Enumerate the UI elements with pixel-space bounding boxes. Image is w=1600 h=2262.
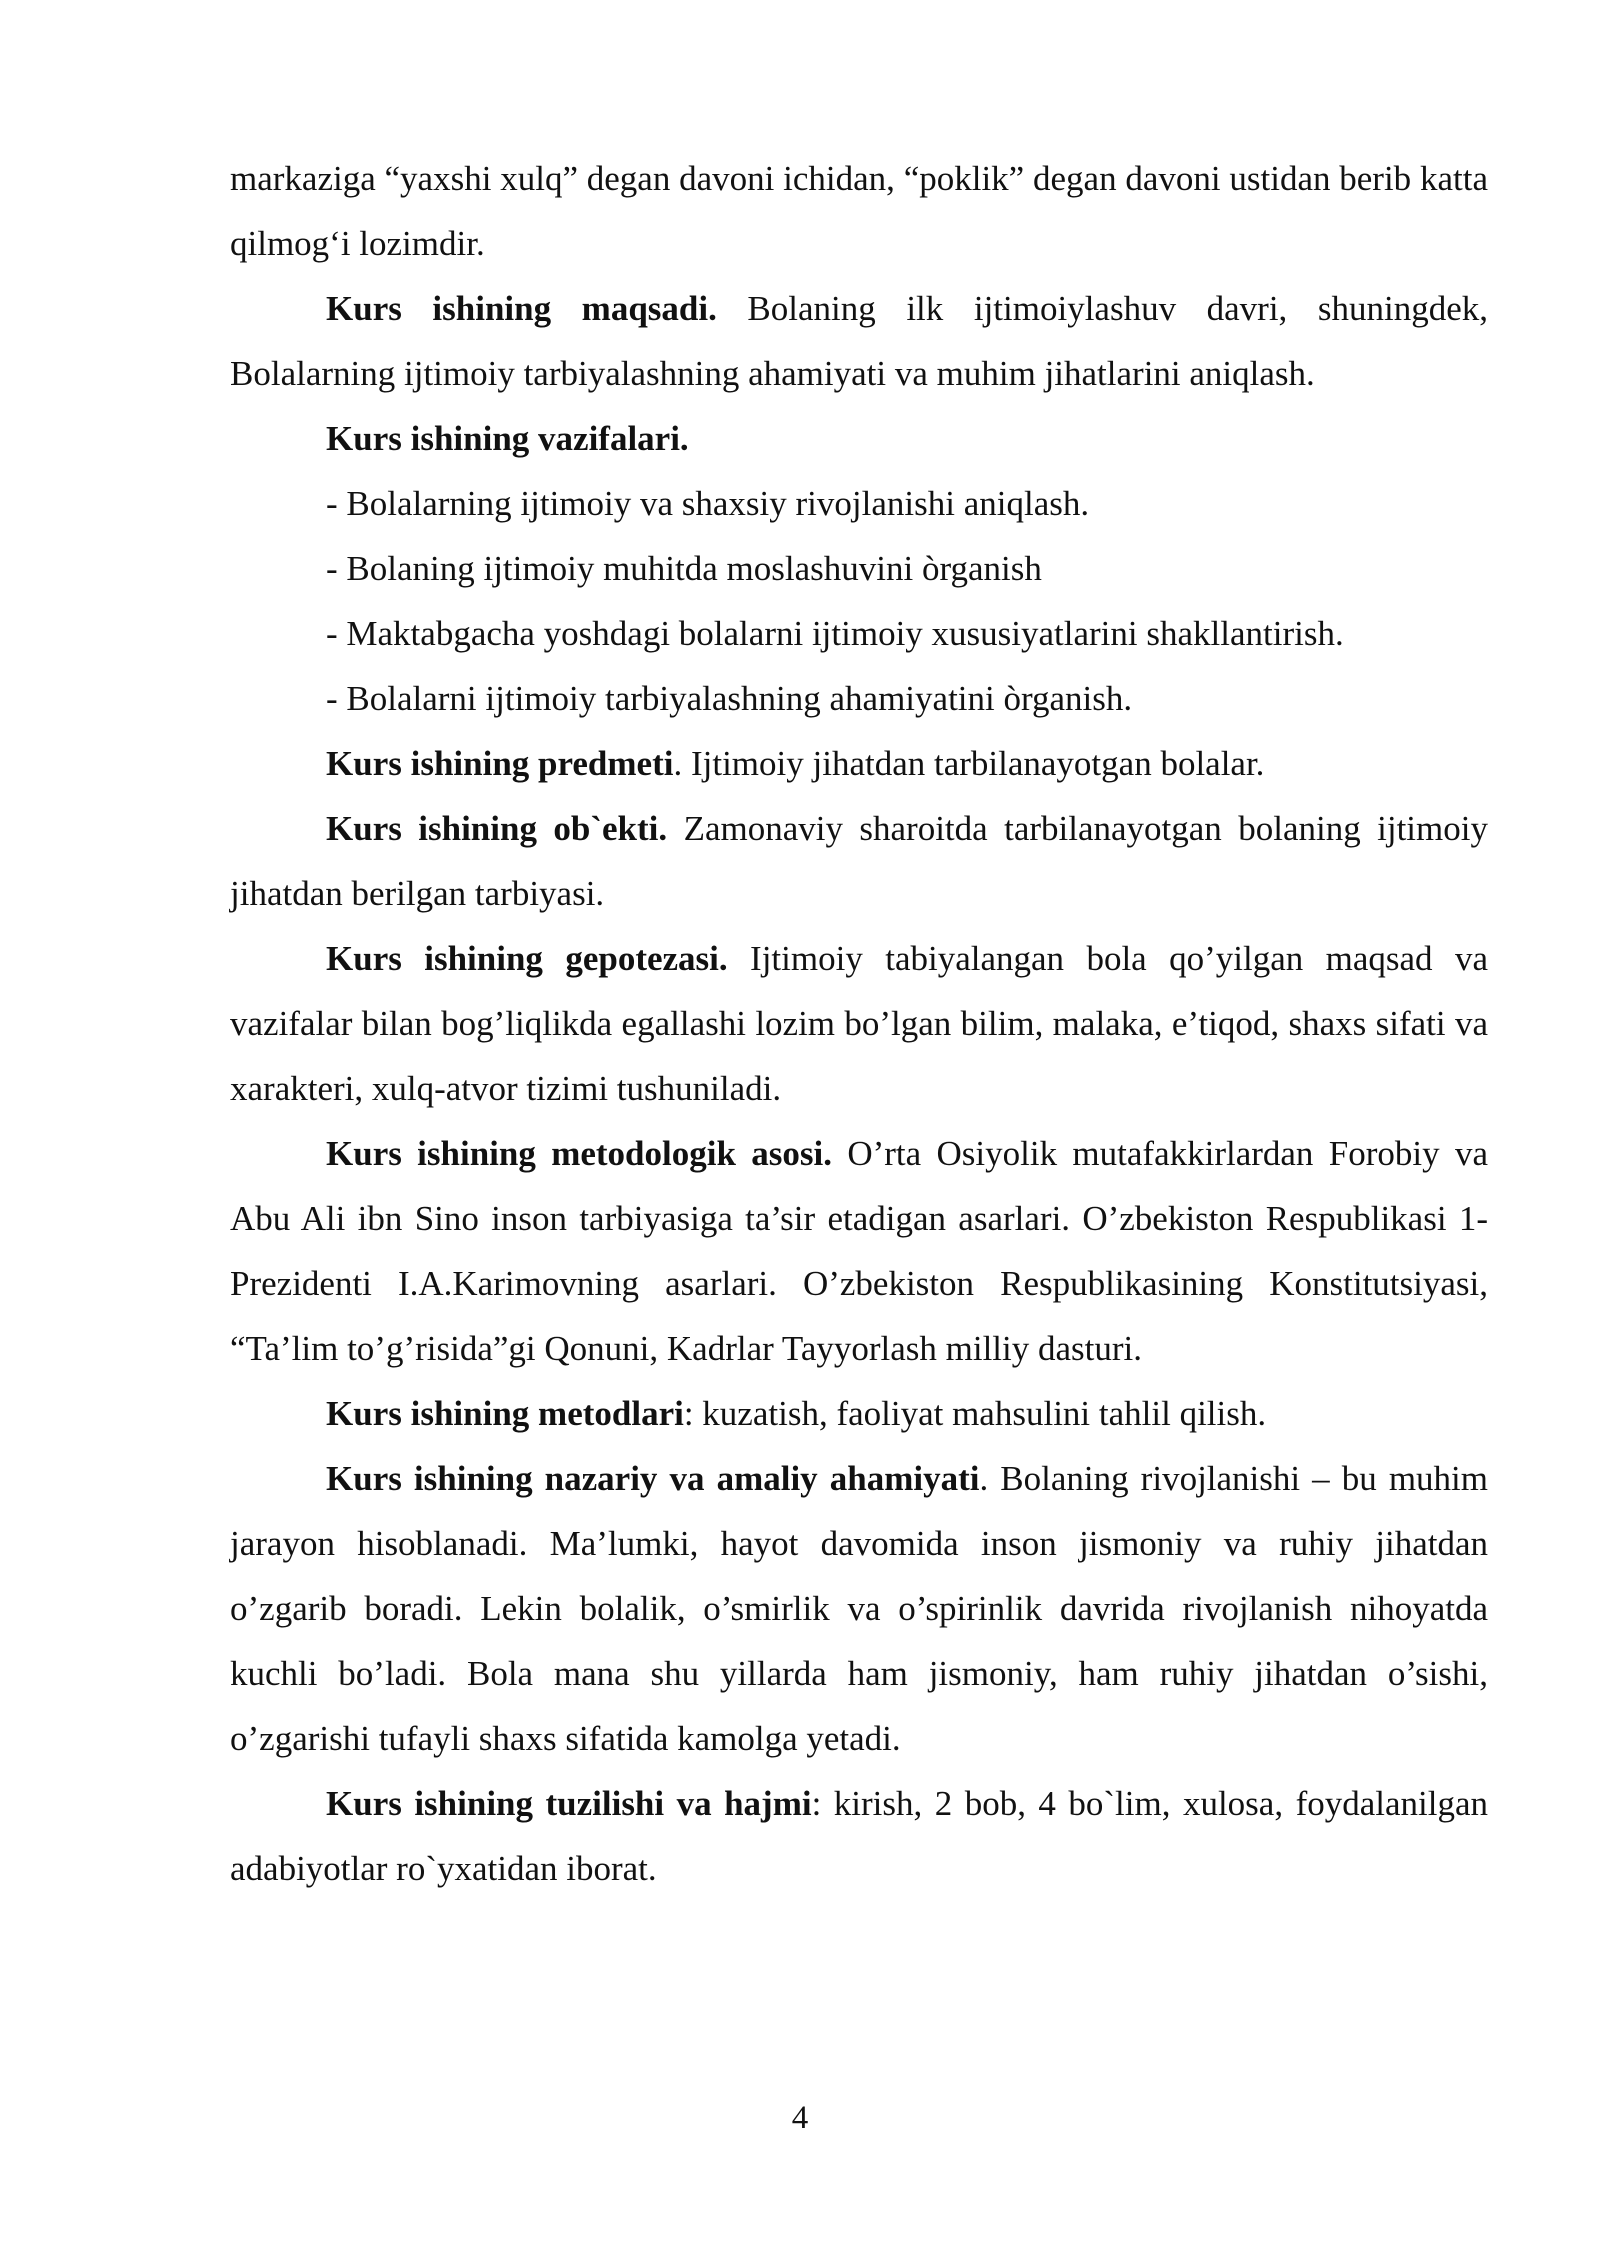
object-paragraph xyxy=(230,796,1488,926)
paragraph-text: Ijtimoiy tabiyalangan bola qo’yilgan maqsad va vazifalar bilan bog’liqlikda egallashi lozim bo’lgan bilim, malaka, e’tiqod, shaxs sifati va xarakteri, xulq-atvor tizimi tushuniladi. xyxy=(230,939,1488,1108)
task-list-item xyxy=(230,536,1488,601)
list-item-text: - Bolaning ijtimoiy muhitda moslashuvini òrganish xyxy=(326,549,1042,588)
list-item-text: - Bolalarni ijtimoiy tarbiyalashning ahamiyatini òrganish. xyxy=(326,679,1133,718)
paragraph-text: Bolaning ilk ijtimoiylashuv davri, shuningdek, Bolalarning ijtimoiy tarbiyalashning ahamiyati va muhim jihatlarini aniqlash. xyxy=(230,289,1488,393)
paragraph-text: O’rta Osiyolik mutafakkirlardan Forobiy va Abu Ali ibn Sino inson tarbiyasiga ta’sir etadigan asarlari. O’zbekiston Respublikasi 1-Prezidenti I.A.Karimovning asarlari. O’zbekiston Respublikasining Konstitutsiyasi, “Ta’lim to’g’risida”gi Qonuni, Kadrlar Tayyorlash milliy dasturi. xyxy=(230,1134,1488,1368)
task-list-item xyxy=(230,471,1488,536)
structure-paragraph xyxy=(230,1771,1488,1901)
goal-paragraph xyxy=(230,276,1488,406)
paragraph-text: Zamonaviy sharoitda tarbilanayotgan bolaning ijtimoiy jihatdan berilgan tarbiyasi. xyxy=(230,809,1488,913)
methods-paragraph xyxy=(230,1381,1488,1446)
hypothesis-paragraph xyxy=(230,926,1488,1121)
paragraph-heading: Kurs ishining vazifalari. xyxy=(326,419,689,458)
paragraph-text: : kuzatish, faoliyat mahsulini tahlil qilish. xyxy=(683,1394,1267,1433)
intro-paragraph xyxy=(230,146,1488,276)
paragraph-text: . Bolaning rivojlanishi – bu muhim jarayon hisoblanadi. Ma’lumki, hayot davomida inson jismoniy va ruhiy jihatdan o’zgarib boradi. Lekin bolalik, o’smirlik va o’spirinlik davrida rivojlanish nihoyatda kuchli bo’ladi. Bola mana shu yillarda ham jismoniy, ham ruhiy jihatdan o’sishi, o’zgarishi tufayli shaxs sifatida kamolga yetadi. xyxy=(230,1459,1488,1758)
subject-paragraph xyxy=(230,731,1488,796)
paragraph-text: . Ijtimoiy jihatdan tarbilanayotgan bolalar. xyxy=(673,744,1265,783)
paragraph-heading: Kurs ishining predmeti xyxy=(326,744,674,783)
significance-paragraph xyxy=(230,1446,1488,1771)
paragraph-heading: Kurs ishining metodlari xyxy=(326,1394,684,1433)
list-item-text: - Maktabgacha yoshdagi bolalarni ijtimoiy xususiyatlarini shakllantirish. xyxy=(326,614,1344,653)
list-item-text: - Bolalarning ijtimoiy va shaxsiy rivojlanishi aniqlash. xyxy=(326,484,1090,523)
paragraph-text: : kirish, 2 bob, 4 bo`lim, xulosa, foydalanilgan adabiyotlar ro`yxatidan iborat. xyxy=(230,1784,1488,1888)
task-list-item xyxy=(230,601,1488,666)
tasks-heading xyxy=(230,406,1488,471)
paragraph-heading: Kurs ishining ob`ekti. xyxy=(326,809,668,848)
paragraph-heading: Kurs ishining nazariy va amaliy ahamiyati xyxy=(326,1459,980,1498)
document-body xyxy=(230,146,1488,1901)
paragraph-heading: Kurs ishining metodologik asosi. xyxy=(326,1134,832,1173)
paragraph-heading: Kurs ishining tuzilishi va hajmi xyxy=(326,1784,812,1823)
paragraph-heading: Kurs ishining maqsadi. xyxy=(326,289,717,328)
page-number: 4 xyxy=(791,2100,809,2136)
paragraph-heading: Kurs ishining gepotezasi. xyxy=(326,939,728,978)
paragraph-text: markaziga “yaxshi xulq” degan davoni ichidan, “poklik” degan davoni ustidan berib katta qilmog‘i lozimdir. xyxy=(230,159,1488,263)
methodology-paragraph xyxy=(230,1121,1488,1381)
task-list-item xyxy=(230,666,1488,731)
